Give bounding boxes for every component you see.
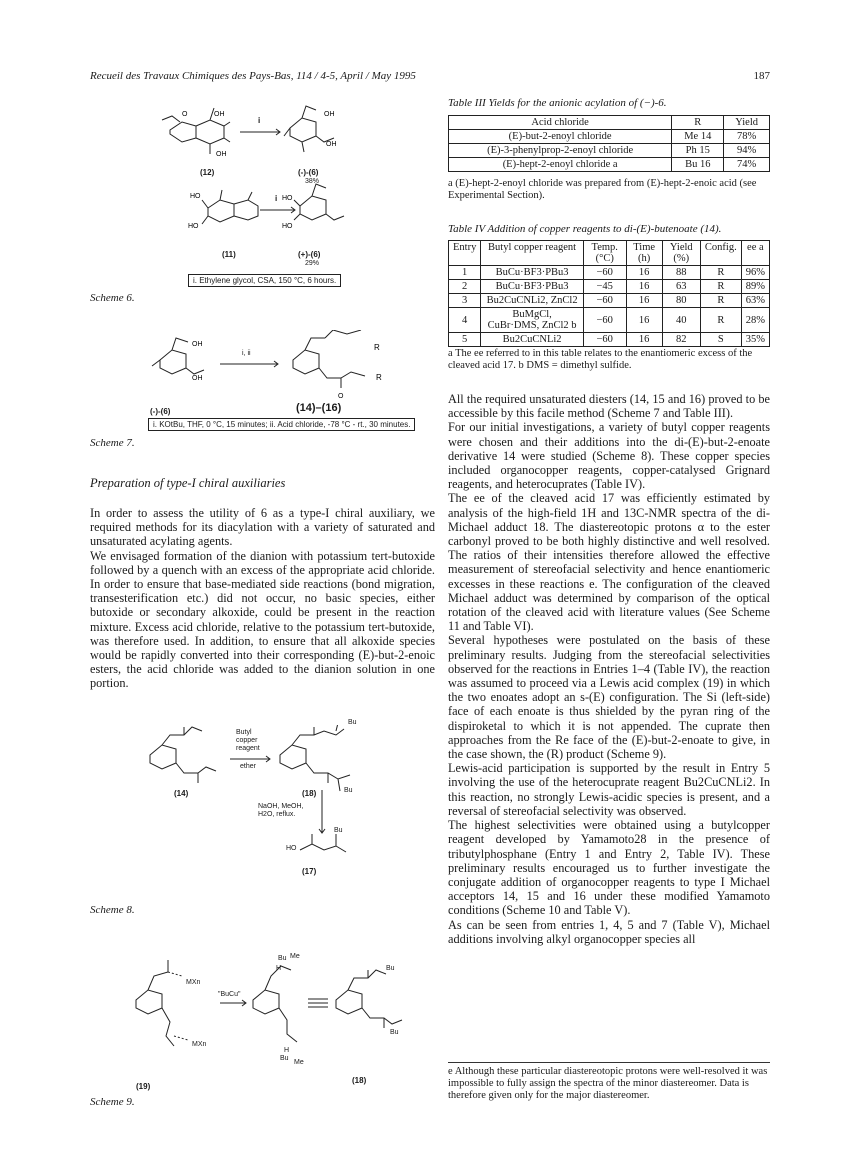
table-3-header: Yield <box>724 116 770 130</box>
table-cell: (E)-hept-2-enoyl chloride a <box>449 158 672 172</box>
compound-label-18-s9: (18) <box>352 1076 367 1085</box>
table-4-header: Butyl copper reagent <box>481 241 584 266</box>
svg-text:HO: HO <box>190 193 201 200</box>
table-cell: 74% <box>724 158 770 172</box>
table-cell: 80 <box>662 294 700 308</box>
table-4-header: Entry <box>449 241 481 266</box>
table-cell: 16 <box>626 266 662 280</box>
svg-text:R: R <box>374 343 380 352</box>
table-row <box>449 130 770 144</box>
running-header <box>90 70 770 86</box>
table-3-header: Acid chloride <box>449 116 672 130</box>
table-row <box>449 294 770 308</box>
compound-label-pos6: (+)-(6) <box>298 250 321 259</box>
compound-label-18-s8: (18) <box>302 789 317 798</box>
right-paragraph-6: The highest selectivities were obtained using a butylcopper reagent developed by Yamamoto28 in the presence of tributylphosphane (Entry 1 and Entry 2, Table IV). These preliminary results encouraged us to further investigate the conjugate addition of organocopper reagents to type I Michael acceptors 14, 15 and 16 under these modified Yamamoto conditions (Scheme 10 and Table V). <box>448 818 770 918</box>
compound-label-neg6: (-)-(6) <box>298 168 319 177</box>
table-cell: 16 <box>626 308 662 333</box>
scheme-8-reagent-line1: Butyl <box>236 729 252 736</box>
table-cell: (E)-but-2-enoyl chloride <box>449 130 672 144</box>
scheme-9-me-2: Me <box>294 1059 304 1066</box>
section-title: Preparation of type-I chiral auxiliaries <box>90 476 286 490</box>
table-4-header: ee a <box>741 241 769 266</box>
scheme-8-solvent: ether <box>240 763 256 770</box>
table-4-caption: Table IV Addition of copper reagents to di-(E)-butenoate (14). <box>448 223 722 235</box>
scheme-7-caption: Scheme 7. <box>90 437 135 449</box>
scheme-6-caption: Scheme 6. <box>90 292 135 304</box>
footnote-e: e Although these particular diastereotopic protons were well-resolved it was impossible to fully assign the spectra of the minor diastereomer. Data is therefore given only for the major diastereomer. <box>448 1066 768 1101</box>
table-cell: Bu2CuCNLi2 <box>481 333 584 347</box>
scheme-9-bu-4: Bu <box>390 1029 399 1036</box>
table-cell: BuCu·BF3·PBu3 <box>481 266 584 280</box>
right-paragraph-5: Lewis-acid participation is supported by the result in Entry 5 involving the use of the heterocuprate reagent Bu2CuCNLi2. In this reaction, no strongly Lewis-acidic species is present, and a reversal of stereofacial selectivity was observed. <box>448 761 770 818</box>
svg-text:OH: OH <box>192 375 203 382</box>
table-cell: 63% <box>741 294 769 308</box>
table-4-header: Time (h) <box>626 241 662 266</box>
scheme-9-mx-top: MXn <box>186 979 201 986</box>
table-cell: (E)-3-phenylprop-2-enoyl chloride <box>449 144 672 158</box>
table-cell: Ph 15 <box>672 144 724 158</box>
table-cell: Bu2CuCNLi2, ZnCl2 <box>481 294 584 308</box>
scheme-9-reagent: "BuCu" <box>218 991 241 998</box>
table-cell: 96% <box>741 266 769 280</box>
svg-text:O: O <box>338 393 344 400</box>
table-cell: BuMgCl, CuBr·DMS, ZnCl2 b <box>481 308 584 333</box>
footnote-rule <box>448 1062 770 1063</box>
table-cell: BuCu·BF3·PBu3 <box>481 280 584 294</box>
scheme-6-conditions: i. Ethylene glycol, CSA, 150 °C, 6 hours. <box>188 274 341 287</box>
table-cell: 63 <box>662 280 700 294</box>
svg-text:O: O <box>182 111 188 118</box>
table-3-caption: Table III Yields for the anionic acylation of (−)-6. <box>448 97 667 109</box>
table-cell: Me 14 <box>672 130 724 144</box>
table-cell: 5 <box>449 333 481 347</box>
table-cell: 1 <box>449 266 481 280</box>
table-cell: 3 <box>449 294 481 308</box>
svg-text:HO: HO <box>282 223 293 230</box>
table-cell: −60 <box>583 333 626 347</box>
table-cell: 28% <box>741 308 769 333</box>
right-paragraph-1: All the required unsaturated diesters (14, 15 and 16) proved to be accessible by this facile method (Scheme 7 and Table III). <box>448 392 770 421</box>
table-cell: 88 <box>662 266 700 280</box>
right-paragraph-3: The ee of the cleaved acid 17 was efficiently estimated by analysis of the high-field 1H and 13C-NMR spectra of the di-Michael adduct 18. The diastereotopic protons α to the ester carbonyl proved to be both highly distinctive and well resolved. The ratios of their intensities therefore allowed the effective measurement of stereofacial selectivity and hence enantiomeric excesses in these reactions e. The configuration of the cleaved Michael adduct was determined by comparison of the optical rotation of the cleaved acid with literature values (See Scheme 11 and Table VI). <box>448 491 770 634</box>
table-3-footnote: a (E)-hept-2-enoyl chloride was prepared from (E)-hept-2-enoic acid (see Experimental Section). <box>448 178 757 201</box>
scheme-8-hydrolysis-line2: H2O, reflux. <box>258 811 296 818</box>
table-4-header: Yield (%) <box>662 241 700 266</box>
svg-text:HO: HO <box>188 223 199 230</box>
scheme-8-reagent-line3: reagent <box>236 745 260 752</box>
svg-text:OH: OH <box>192 341 203 348</box>
page-number: 187 <box>753 70 770 82</box>
table-4-header-row <box>449 241 770 266</box>
scheme-6 <box>150 100 350 290</box>
table-cell: 2 <box>449 280 481 294</box>
journal-citation: Recueil des Travaux Chimiques des Pays-Bas, 114 / 4-5, April / May 1995 <box>90 70 416 82</box>
scheme-9-mx-bottom: MXn <box>192 1041 207 1048</box>
compound-label-19: (19) <box>136 1082 151 1091</box>
table-4-header: Temp. (°C) <box>583 241 626 266</box>
scheme-8 <box>140 719 370 890</box>
table-cell: 78% <box>724 130 770 144</box>
scheme-9-bu-1: Bu <box>278 955 287 962</box>
table-cell: −60 <box>583 308 626 333</box>
scheme-9-me-1: Me <box>290 953 300 960</box>
scheme-8-bu-acid: Bu <box>334 827 343 834</box>
svg-text:OH: OH <box>326 141 337 148</box>
table-cell: 4 <box>449 308 481 333</box>
table-3-header: R <box>672 116 724 130</box>
table-cell: 35% <box>741 333 769 347</box>
yield-pos6: 29% <box>305 260 320 267</box>
left-paragraph-2: We envisaged formation of the dianion with potassium tert-butoxide followed by a quench with an excess of the appropriate acid chloride. In order to ensure that base-mediated side reactions (bond migration, transesterification etc.) did not occur, no basic species, either butoxide or secondary alkoxide, could be present in the reaction mixture. Excess acid chloride, relative to the potassium tert-butoxide, was therefore used. In addition, to ensure that all alkoxide species would be rapidly converted into their corresponding (E)-but-2-enoic esters, the acid chloride was added to the dianion solution in one portion. <box>90 548 435 691</box>
scheme-8-ho: HO <box>286 845 297 852</box>
arrow-reagent-i-bottom: i <box>275 194 278 203</box>
compound-label-17: (17) <box>302 867 317 876</box>
table-cell: R <box>700 294 741 308</box>
table-4 <box>448 240 770 347</box>
compound-label-14-s8: (14) <box>174 789 189 798</box>
svg-text:OH: OH <box>324 111 335 118</box>
table-row <box>449 280 770 294</box>
table-cell: R <box>700 266 741 280</box>
right-paragraph-4: Several hypotheses were postulated on the basis of these preliminary results. Judging from the stereofacial selectivities observed for the reactions in Entries 1–4 (Table IV), the reaction was assumed to proceed via a Lewis acid complex (19) in which the two enoates adopt an s-(E) configuration. The Si (left-side) face of each enoate is thus shielded by the pyran ring of the dispiroketal to which it is not appended. The cuprate then approaches from the Re face of the (E)-but-2-enoate to give, in the case shown, the (R) product (Scheme 9). <box>448 633 770 762</box>
scheme-9 <box>128 955 428 1080</box>
compound-label-11: (11) <box>222 250 236 259</box>
table-row <box>449 158 770 172</box>
left-paragraph-1: In order to assess the utility of 6 as a type-I chiral auxiliary, we required methods for its diacylation with a variety of saturated and unsaturated acylating agents. <box>90 506 435 549</box>
table-cell: 16 <box>626 280 662 294</box>
yield-neg6: 38% <box>305 178 320 185</box>
scheme-9-caption: Scheme 9. <box>90 1096 135 1108</box>
scheme-7 <box>148 330 388 410</box>
table-row <box>449 144 770 158</box>
svg-text:HO: HO <box>282 195 293 202</box>
table-row <box>449 266 770 280</box>
scheme-8-bu-top: Bu <box>348 719 357 726</box>
table-cell: −60 <box>583 294 626 308</box>
table-row <box>449 333 770 347</box>
table-3-header-row <box>449 116 770 130</box>
right-paragraph-2: For our initial investigations, a variety of butyl copper reagents were chosen and their additions into the di-(E)-but-2-enoate derivative 14 were studied (Scheme 8). These copper species included organocopper reagents, copper-catalysed Grignard reagents, and heterocuprates (Table IV). <box>448 420 770 492</box>
compound-label-12: (12) <box>200 168 215 177</box>
right-paragraph-7: As can be seen from entries 1, 4, 5 and 7 (Table V), Michael additions involving alkyl organocopper species all <box>448 917 770 946</box>
table-cell: R <box>700 280 741 294</box>
table-cell: 89% <box>741 280 769 294</box>
compound-label-14-16: (14)–(16) <box>296 402 342 414</box>
scheme-9-bu-3: Bu <box>386 965 395 972</box>
table-cell: 94% <box>724 144 770 158</box>
scheme-7-reagents: i, ii <box>242 350 251 357</box>
table-4-footnote: a The ee referred to in this table relates to the enantiomeric excess of the cleaved acid 17. b DMS = dimethyl sulfide. <box>448 348 753 371</box>
scheme-9-drawing <box>128 955 428 1080</box>
compound-label-scheme7-start: (-)-(6) <box>150 407 171 416</box>
right-column-text <box>448 392 770 946</box>
scheme-7-drawing <box>148 330 388 410</box>
svg-text:OH: OH <box>216 151 227 158</box>
table-3 <box>448 115 770 172</box>
table-cell: Bu 16 <box>672 158 724 172</box>
svg-text:OH: OH <box>214 111 225 118</box>
scheme-9-h-1: H <box>276 965 282 972</box>
table-row <box>449 308 770 333</box>
table-cell: −45 <box>583 280 626 294</box>
scheme-8-bu-bottom: Bu <box>344 787 353 794</box>
scheme-8-hydrolysis-line1: NaOH, MeOH, <box>258 803 304 810</box>
table-cell: R <box>700 308 741 333</box>
arrow-reagent-i-top: i <box>258 116 261 125</box>
table-cell: −60 <box>583 266 626 280</box>
scheme-9-h-2: H <box>284 1047 290 1054</box>
table-4-header: Config. <box>700 241 741 266</box>
table-cell: 16 <box>626 333 662 347</box>
table-cell: 40 <box>662 308 700 333</box>
scheme-6-drawing <box>150 100 350 290</box>
left-column-text <box>90 506 435 691</box>
scheme-8-reagent-line2: copper <box>236 737 258 744</box>
scheme-7-conditions: i. KOtBu, THF, 0 °C, 15 minutes; ii. Acid chloride, -78 °C - rt., 30 minutes. <box>148 418 415 431</box>
svg-text:R: R <box>376 373 382 382</box>
table-cell: S <box>700 333 741 347</box>
scheme-9-bu-2: Bu <box>280 1055 289 1062</box>
table-cell: 82 <box>662 333 700 347</box>
table-cell: 16 <box>626 294 662 308</box>
scheme-8-caption: Scheme 8. <box>90 904 135 916</box>
